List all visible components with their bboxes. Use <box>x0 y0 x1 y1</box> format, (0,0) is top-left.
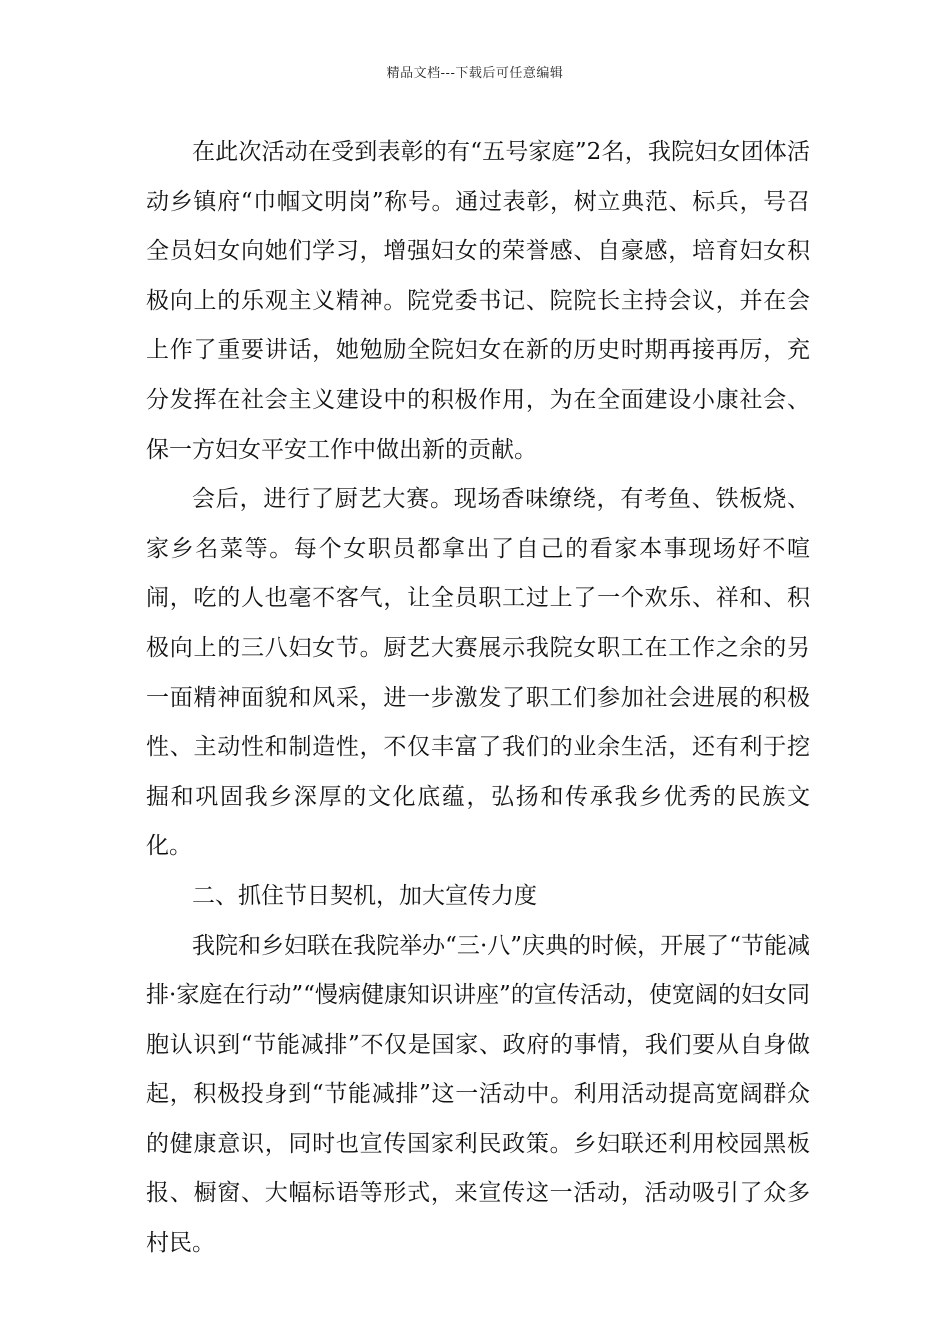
document-body <box>146 128 810 1269</box>
paragraph-commendation: 在此次活动在受到表彰的有“五号家庭”2名，我院妇女团体活动乡镇府“巾帼文明岗”称号。通过表彰，树立典范、标兵，号召全员妇女向她们学习，增强妇女的荣誉感、自豪感，培育妇女积极向上的乐观主义精神。院党委书记、院院长主持会议，并在会上作了重要讲话，她勉励全院妇女在新的历史时期再接再厉，充分发挥在社会主义建设中的积极作用，为在全面建设小康社会、保一方妇女平安工作中做出新的贡献。 <box>146 139 810 463</box>
page-header: 精品文档---下载后可任意编辑 <box>386 66 564 81</box>
paragraph-cooking-contest: 会后，进行了厨艺大赛。现场香味缭绕，有考鱼、铁板烧、家乡名菜等。每个女职员都拿出了自己的看家本事现场好不喧闹，吃的人也毫不客气，让全员职工过上了一个欢乐、祥和、积极向上的三八妇女节。厨艺大赛展示我院女职工在工作之余的另一面精神面貌和风采，进一步激发了职工们参加社会进展的积极性、主动性和制造性，不仅丰富了我们的业余生活，还有利于挖掘和巩固我乡深厚的文化底蕴，弘扬和传承我乡优秀的民族文化。 <box>146 486 810 860</box>
paragraph-publicity: 我院和乡妇联在我院举办“三·八”庆典的时候，开展了“节能减排·家庭在行动”“慢病健康知识讲座”的宣传活动，使宽阔的妇女同胞认识到“节能减排”不仅是国家、政府的事情，我们要从自身做起，积极投身到“节能减排”这一活动中。利用活动提高宽阔群众的健康意识，同时也宣传国家利民政策。乡妇联还利用校园黑板报、橱窗、大幅标语等形式，来宣传这一活动，活动吸引了众多村民。 <box>146 932 810 1257</box>
section-heading: 二、抓住节日契机，加大宣传力度 <box>192 882 537 909</box>
